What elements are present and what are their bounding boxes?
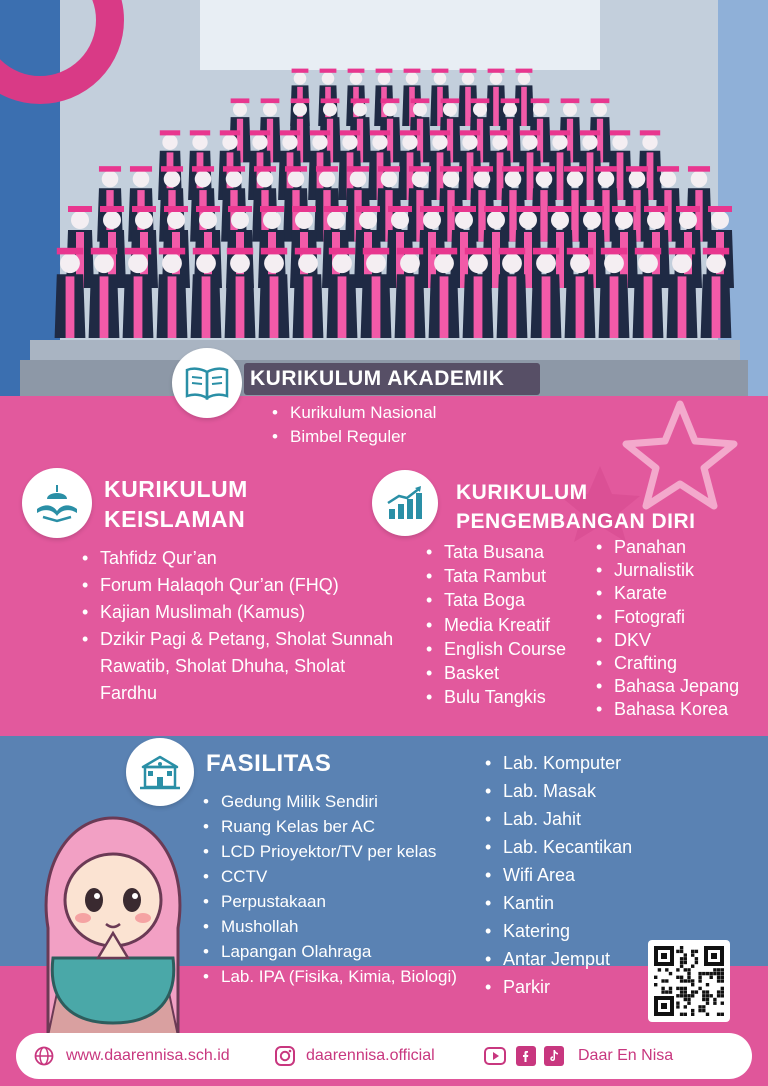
list-item: • Dzikir Pagi & Petang, Sholat Sunnah Rawatib, Sholat Dhuha, Sholat Fardhu [82,626,402,707]
list-item: • Tata Rambut [426,564,566,588]
list-item: • Katering [485,917,632,945]
keislaman-list [82,545,402,707]
graduation-photo [0,0,768,396]
list-item: • Tata Busana [426,540,566,564]
akademik-list [272,401,436,449]
list-item: • Crafting [596,652,739,675]
list-item: • Lab. Masak [485,777,632,805]
pengembangan-title: KURIKULUM PENGEMBANGAN DIRI [456,481,696,533]
keislaman-title: KURIKULUM KEISLAMAN [104,476,248,532]
fasilitas-list-col2 [485,749,632,1001]
quran-mosque-icon [22,468,92,538]
pengembangan-list-col2 [596,536,739,722]
facebook-icon [516,1046,536,1066]
instagram-icon [274,1045,296,1067]
channel-name[interactable]: Daar En Nisa [578,1047,674,1064]
footer-bar [16,1033,752,1079]
website-link[interactable]: www.daarennisa.sch.id [66,1047,230,1064]
graduation-group-illustration [0,0,768,396]
tiktok-icon [544,1046,564,1066]
list-item: • Perpustakaan [203,889,493,914]
list-item: • Basket [426,661,566,685]
qr-code[interactable] [648,940,730,1022]
book-icon [172,348,242,418]
list-item: • Parkir [485,973,632,1001]
youtube-icon [484,1047,506,1065]
instagram-handle[interactable]: daarennisa.official [306,1047,435,1064]
list-item: • Forum Halaqoh Qur’an (FHQ) [82,572,402,599]
list-item: • Bimbel Reguler [272,425,436,449]
list-item: • Ruang Kelas ber AC [203,814,493,839]
list-item: • Tahfidz Qur’an [82,545,402,572]
list-item: • Media Kreatif [426,613,566,637]
list-item: • LCD Prioyektor/TV per kelas [203,839,493,864]
akademik-title: KURIKULUM AKADEMIK [250,367,505,390]
list-item: • Lab. IPA (Fisika, Kimia, Biologi) [203,964,493,989]
globe-icon [34,1046,54,1066]
school-building-icon [126,738,194,806]
list-item: • Bahasa Jepang [596,675,739,698]
list-item: • Bulu Tangkis [426,685,566,709]
list-item: • Jurnalistik [596,559,739,582]
hijab-girl-mascot-icon [28,808,198,1036]
list-item: • CCTV [203,864,493,889]
fasilitas-list-col1 [203,789,493,989]
list-item: • Kurikulum Nasional [272,401,436,425]
fasilitas-title: FASILITAS [206,750,332,777]
list-item: • Bahasa Korea [596,698,739,721]
list-item: • Wifi Area [485,861,632,889]
list-item: • Kantin [485,889,632,917]
growth-chart-icon [372,470,438,536]
list-item: • Kajian Muslimah (Kamus) [82,599,402,626]
list-item: • Antar Jemput [485,945,632,973]
list-item: • Lab. Kecantikan [485,833,632,861]
list-item: • Fotografi [596,606,739,629]
list-item: • Mushollah [203,914,493,939]
list-item: • Karate [596,582,739,605]
qr-code-icon [648,940,730,1022]
list-item: • Tata Boga [426,588,566,612]
list-item: • Panahan [596,536,739,559]
list-item: • Lapangan Olahraga [203,939,493,964]
list-item: • English Course [426,637,566,661]
pengembangan-list-col1 [426,540,566,709]
list-item: • Lab. Komputer [485,749,632,777]
list-item: • DKV [596,629,739,652]
list-item: • Gedung Milik Sendiri [203,789,493,814]
list-item: • Lab. Jahit [485,805,632,833]
